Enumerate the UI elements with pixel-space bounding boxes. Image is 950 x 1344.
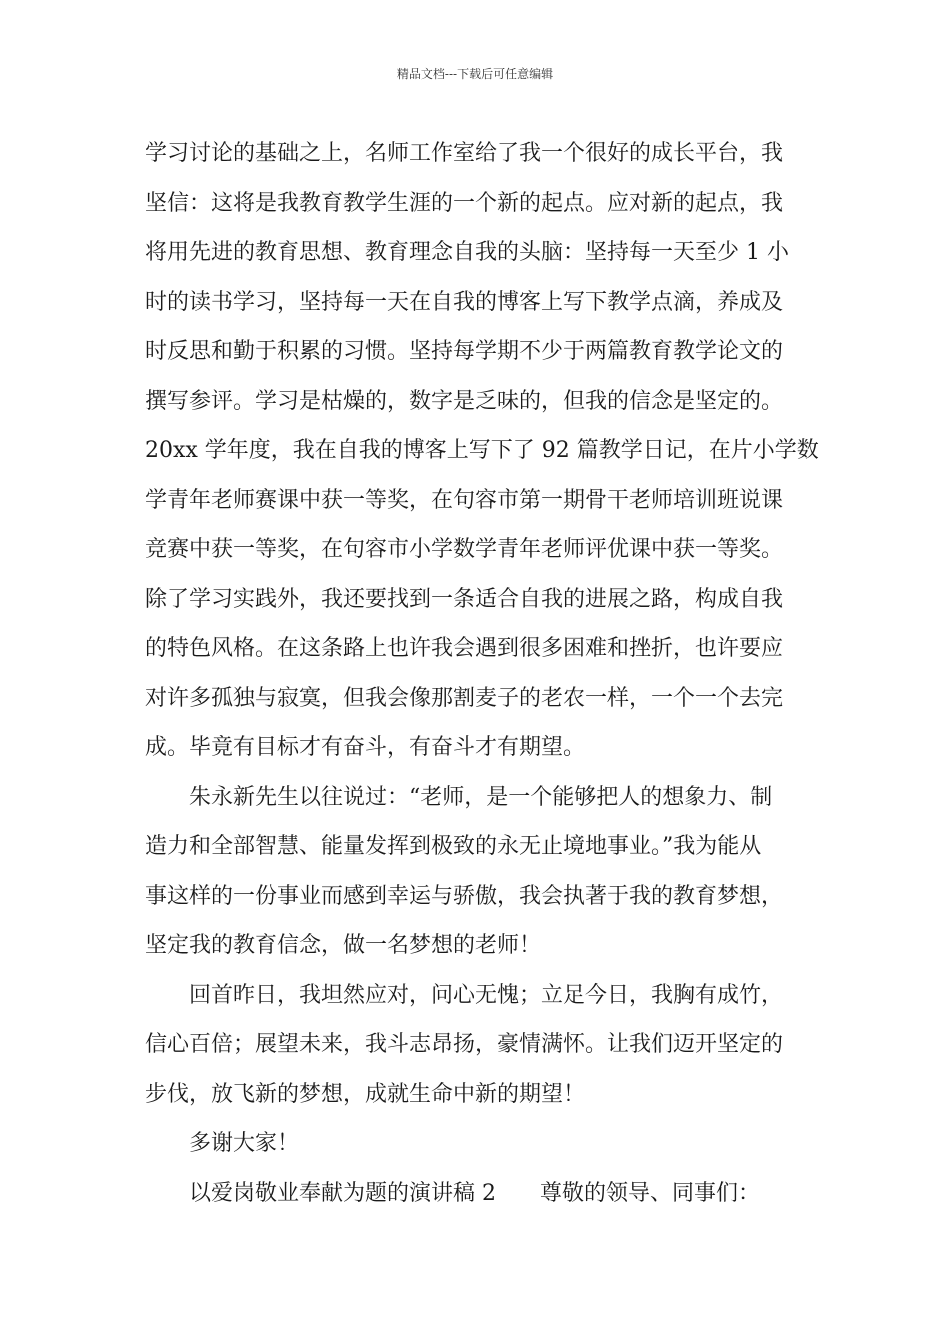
text-line: 时反思和勤于积累的习惯。坚持每学期不少于两篇教育教学论文的 [145,339,784,364]
paragraph-1 [145,129,819,773]
text-line: 步伐，放飞新的梦想，成就生命中新的期望！ [145,1081,586,1107]
text-line: 对许多孤独与寂寞，但我会像那割麦子的老农一样，一个一个去完 [145,685,784,711]
page-header: 精品文档---下载后可任意编辑 [396,67,554,81]
speech-salutation: 尊敬的领导、同事们： [540,1180,761,1206]
text-line: 回首昨日，我坦然应对，问心无愧；立足今日，我胸有成竹， [189,982,784,1008]
text-line: 学习讨论的基础之上，名师工作室给了我一个很好的成长平台，我 [145,141,784,166]
paragraph-5 [145,1169,815,1219]
text-line: 将用先进的教育思想、教育理念自我的头脑：坚持每一天至少 1 小 [145,240,789,265]
text-line: 信心百倍；展望未来，我斗志昂扬，豪情满怀。让我们迈开坚定的 [145,1032,784,1057]
text-line: 除了学习实践外，我还要找到一条适合自我的进展之路，构成自我 [145,586,784,612]
text-line: 造力和全部智慧、能量发挥到极致的永无止境地事业。”我为能从 [145,834,762,859]
text-line: 多谢大家！ [189,1131,300,1156]
text-line: 竞赛中获一等奖，在句容市小学数学青年老师评优课中获一等奖。 [145,537,784,562]
paragraph-4 [145,1119,815,1169]
text-line [145,1169,815,1219]
text-line: 事这样的一份事业而感到幸运与骄傲，我会执著于我的教育梦想， [145,883,784,909]
paragraph-3 [145,971,815,1120]
paragraph-2 [145,773,815,971]
document-body [145,129,819,1218]
speech-title: 以爱岗敬业奉献为题的演讲稿 2 [189,1180,496,1206]
text-line: 学青年老师赛课中获一等奖，在句容市第一期骨干老师培训班说课 [145,487,784,513]
text-line: 成。毕竟有目标才有奋斗，有奋斗才有期望。 [145,735,586,760]
text-line: 坚信：这将是我教育教学生涯的一个新的起点。应对新的起点，我 [145,190,784,216]
text-line: 坚定我的教育信念，做一名梦想的老师！ [145,933,542,958]
text-line: 的特色风格。在这条路上也许我会遇到很多困难和挫折，也许要应 [145,636,784,661]
text-line: 20xx 学年度，我在自我的博客上写下了 92 篇教学日记，在片小学数 [145,438,819,463]
text-line: 时的读书学习，坚持每一天在自我的博客上写下教学点滴，养成及 [145,289,784,315]
text-line: 撰写参评。学习是枯燥的，数字是乏味的，但我的信念是坚定的。 [145,388,784,414]
text-line: 朱永新先生以往说过：“老师，是一个能够把人的想象力、制 [189,784,773,810]
